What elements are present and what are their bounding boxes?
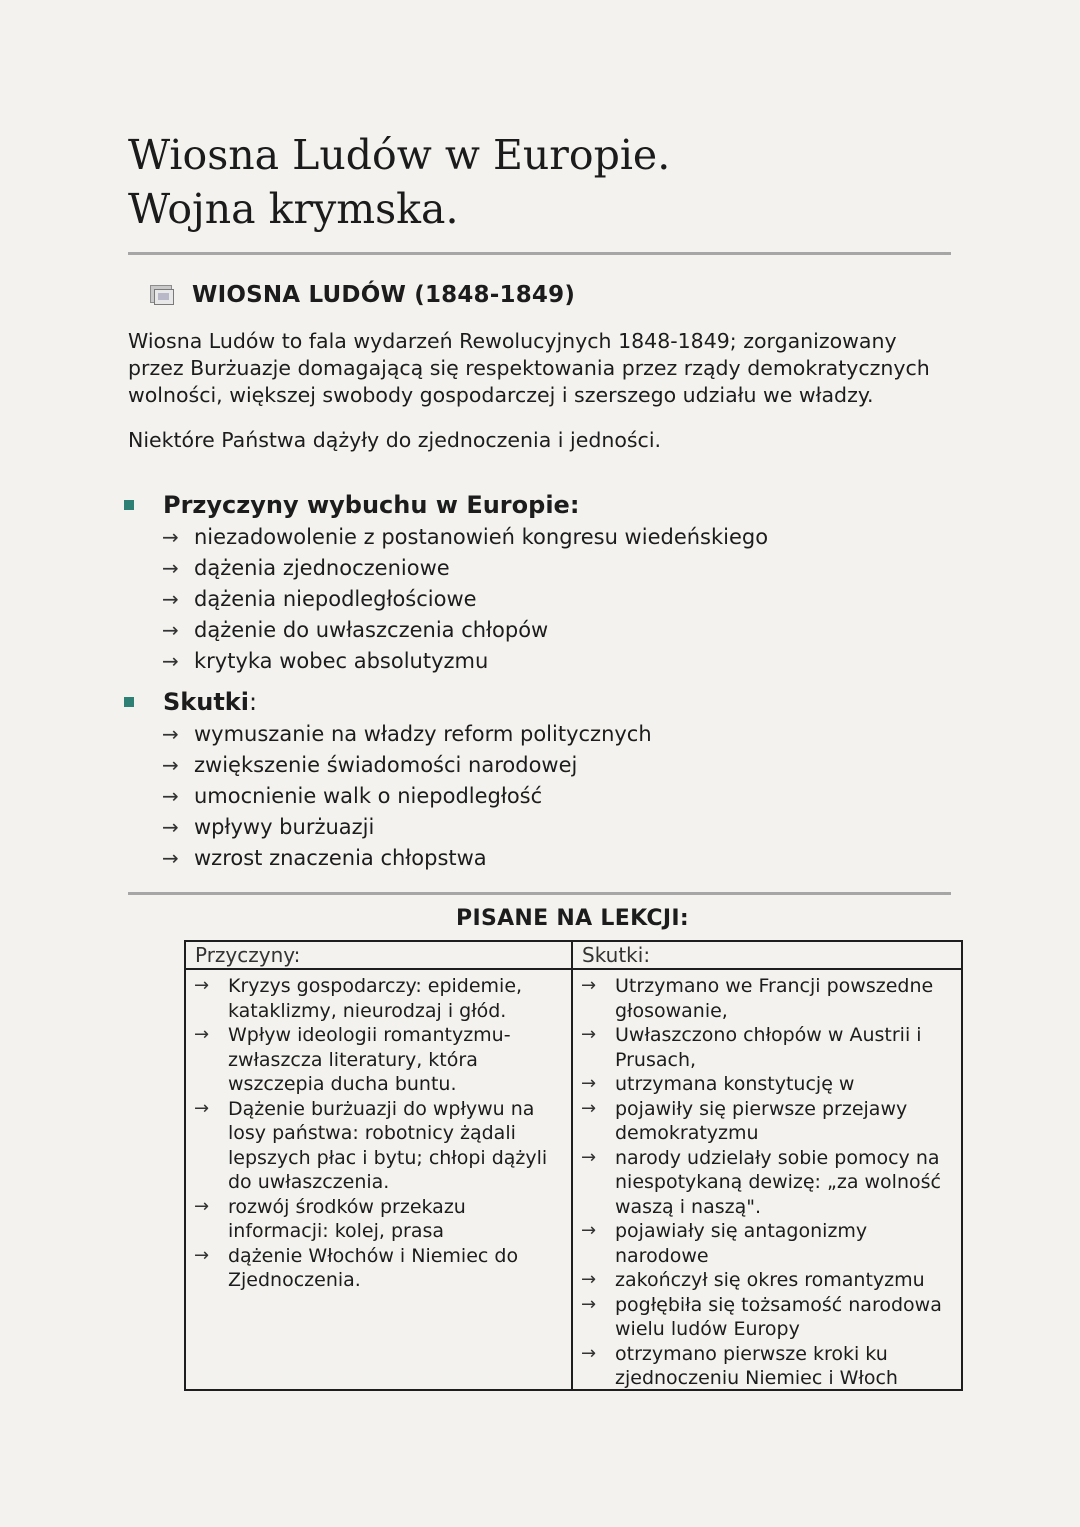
arrow-right-icon: → [162,555,179,580]
table-row: → Wpływ ideologii romantyzmu- zwłaszcza literatury, która wszczepia ducha buntu. [194,1024,511,1095]
list-item: → krytyka wobec absolutyzmu [162,648,489,673]
table-row: → Dążenie burżuazji do wpływu na losy państwa: robotnicy żądali lepszych płac i bytu; chłopi dążyli do uwłaszczenia. [194,1097,548,1193]
arrow-right-icon: → [581,1073,597,1094]
page-title [128,128,948,236]
list-item: → zwiększenie świadomości narodowej [162,752,578,777]
arrow-right-icon: → [194,1024,210,1045]
list-item: → dążenia zjednoczeniowe [162,555,450,580]
arrow-right-icon: → [581,1024,597,1045]
table-row: → utrzymana konstytucję w [581,1073,855,1095]
lesson-table [184,940,963,1391]
list-item: → dążenie do uwłaszczenia chłopów [162,617,549,642]
arrow-right-icon: → [194,1195,210,1217]
arrow-right-icon: → [581,975,597,996]
arrow-right-icon: → [194,975,210,996]
lesson-effects-column [573,942,961,1389]
arrow-right-icon: → [162,814,179,839]
causes-heading [122,489,982,521]
arrow-right-icon: → [581,1097,597,1119]
title-line-1: Wiosna Ludów w Europie. [128,131,671,179]
list-item: → niezadowolenie z postanowień kongresu wiedeńskiego [162,524,769,549]
arrow-right-icon: → [581,1220,597,1241]
table-row: → narody udzielały sobie pomocy na niespotykaną dewizę: „za wolność waszą i naszą". [581,1146,941,1218]
section-heading-label: WIOSNA LUDÓW (1848-1849) [192,282,576,308]
effects-title: Skutki [163,688,249,716]
lesson-causes-list [186,970,571,1293]
effects-heading: Skutki : [122,686,982,718]
lesson-divider [128,892,951,895]
lesson-effects-list [573,970,961,1391]
arrow-right-icon: → [162,648,179,673]
arrow-right-icon: → [162,783,179,808]
effects-list [122,718,982,873]
bullet-square-icon [124,697,134,707]
arrow-right-icon: → [581,1293,597,1315]
list-item: → umocnienie walk o niepodległość [162,783,543,808]
effects-section [122,686,982,873]
arrow-right-icon: → [162,721,179,746]
list-item: → dążenia niepodległościowe [162,586,477,611]
section-heading [150,279,575,311]
table-row: → pojawiły się pierwsze przejawy demokratyzmu [581,1097,908,1144]
arrow-right-icon: → [194,1097,210,1119]
title-line-2: Wojna krymska. [128,185,459,233]
table-row: → Kryzys gospodarczy: epidemie, kataklizmy, nieurodzaj i głód. [194,975,523,1022]
lesson-causes-column [186,942,573,1389]
table-row: → otrzymano pierwsze kroki ku zjednoczeniu Niemiec i Włoch [581,1342,898,1389]
arrow-right-icon: → [162,617,179,642]
arrow-right-icon: → [162,752,179,777]
arrow-right-icon: → [162,586,179,611]
arrow-right-icon: → [581,1269,597,1290]
column-header: Przyczyny: [186,942,571,970]
table-row: → Uwłaszczono chłopów w Austrii i Prusach, [581,1024,922,1071]
table-row: → dążenie Włochów i Niemiec do Zjednoczenia. [194,1244,519,1291]
arrow-right-icon: → [581,1146,597,1168]
causes-section [122,489,982,676]
bullet-square-icon [124,500,134,510]
document-image-icon [150,285,174,305]
arrow-right-icon: → [581,1342,597,1364]
title-divider [128,252,951,255]
table-row: → Utrzymano we Francji powszedne głosowanie, [581,975,934,1022]
column-header: Skutki: [573,942,961,970]
arrow-right-icon: → [162,845,179,870]
table-row: → pogłębiła się tożsamość narodowa wielu ludów Europy [581,1293,942,1340]
table-row: → pojawiały się antagonizmy narodowe [581,1220,868,1267]
intro-paragraph: Wiosna Ludów to fala wydarzeń Rewolucyjnych 1848-1849; zorganizowany przez Burżuazje domagającą się respektowania przez rządy demokratycznych wolności, większej swobody gospodarczej i szerszego udziału we władzy. [128,329,930,407]
list-item: → wpływy burżuazji [162,814,375,839]
list-item: → wzrost znaczenia chłopstwa [162,845,487,870]
unification-paragraph: Niektóre Państwa dążyły do zjednoczenia i jedności. [128,428,662,452]
causes-list [122,521,982,676]
arrow-right-icon: → [162,524,179,549]
table-row: → rozwój środków przekazu informacji: kolej, prasa [194,1195,466,1242]
causes-title: Przyczyny wybuchu w Europie: [163,491,580,519]
table-row: → zakończył się okres romantyzmu [581,1269,925,1291]
arrow-right-icon: → [194,1244,210,1266]
lesson-caption: PISANE NA LEKCJI: [456,906,689,931]
list-item: → wymuszanie na władzy reform politycznych [162,721,652,746]
